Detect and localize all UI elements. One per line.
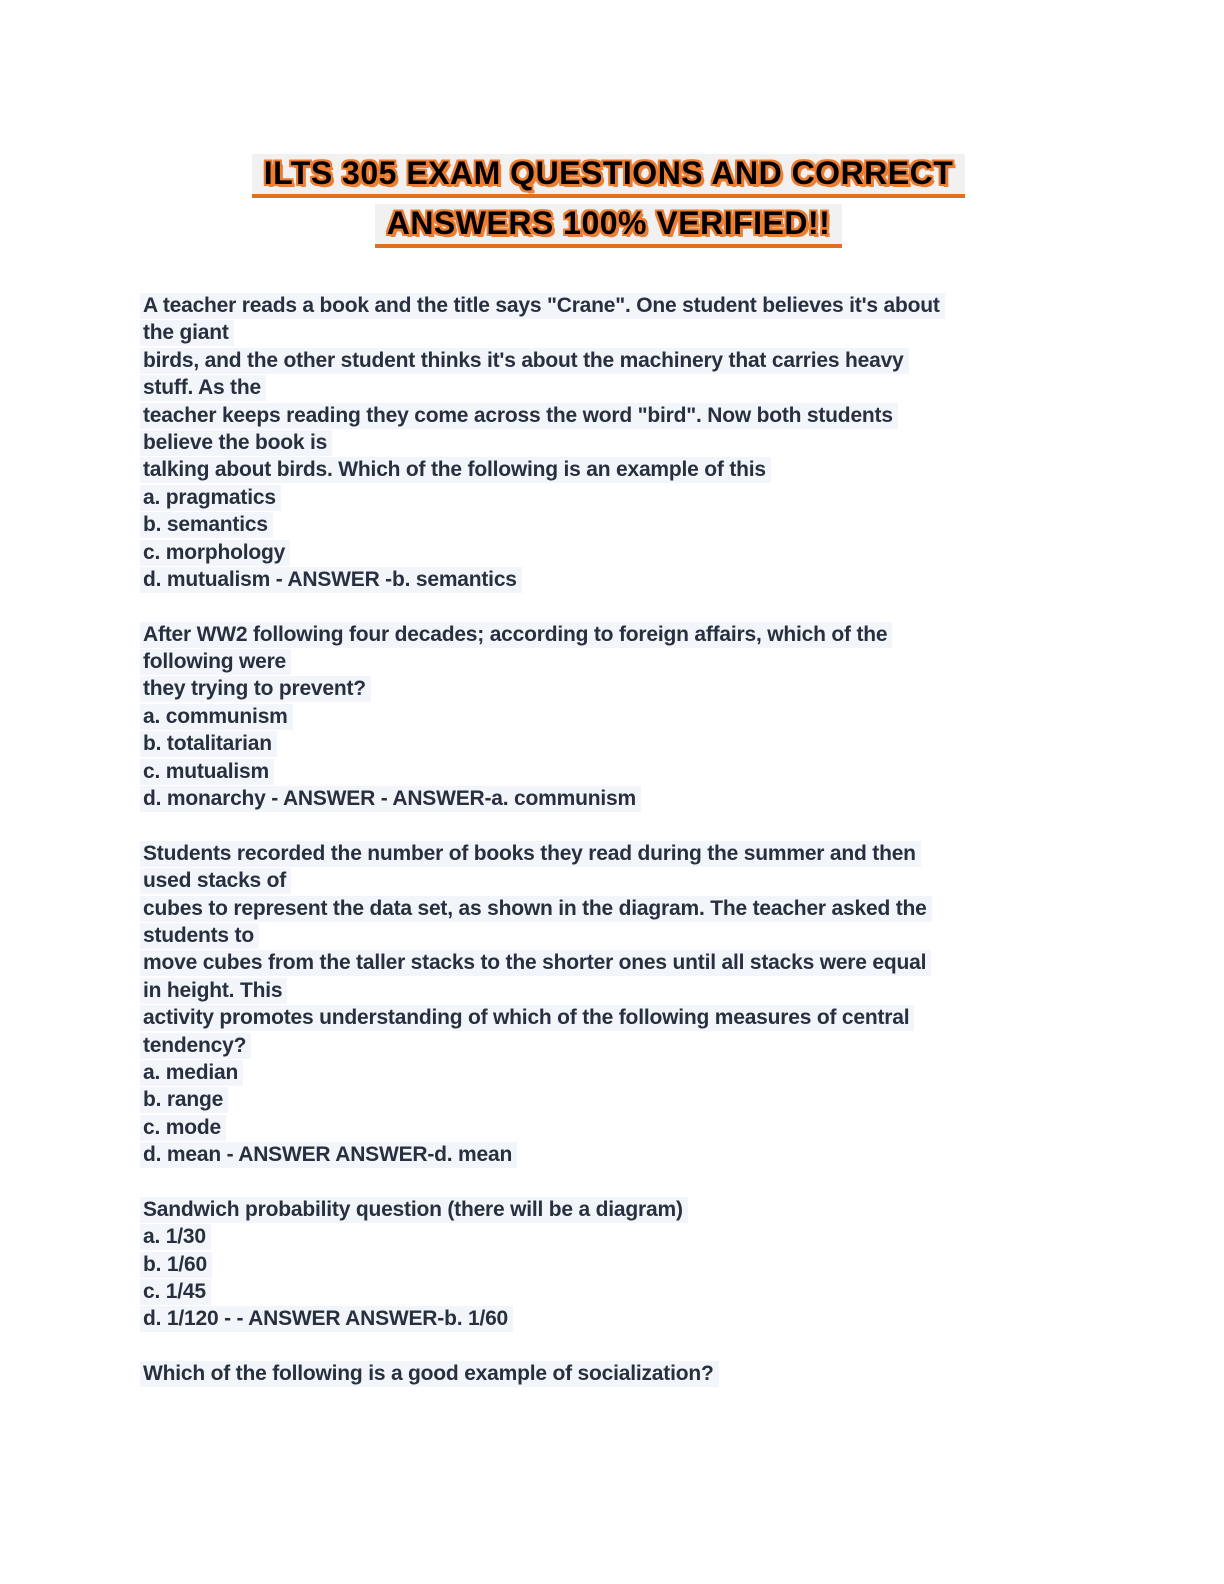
answer-option-d bbox=[143, 1305, 1074, 1332]
question-1 bbox=[143, 292, 1074, 593]
text-line bbox=[143, 949, 1074, 976]
highlighted-text: in height. This bbox=[140, 978, 287, 1004]
highlighted-text: they trying to prevent? bbox=[140, 676, 371, 702]
answer-option-d bbox=[143, 1141, 1074, 1168]
title-line-1 bbox=[143, 148, 1074, 198]
question-4 bbox=[143, 1196, 1074, 1333]
highlighted-text: b. totalitarian bbox=[140, 731, 277, 757]
highlighted-text: cubes to represent the data set, as shown in the diagram. The teacher asked the bbox=[140, 896, 932, 922]
answer-option-a bbox=[143, 703, 1074, 730]
highlighted-text: used stacks of bbox=[140, 868, 291, 894]
text-line bbox=[143, 840, 1074, 867]
answer-option-a bbox=[143, 1223, 1074, 1250]
highlighted-text: c. 1/45 bbox=[140, 1279, 211, 1305]
highlighted-text: teacher keeps reading they come across the word "bird". Now both students bbox=[140, 403, 898, 429]
text-line bbox=[143, 922, 1074, 949]
highlighted-text: a. communism bbox=[140, 704, 293, 730]
answer-option-c bbox=[143, 1278, 1074, 1305]
answer-option-c bbox=[143, 1114, 1074, 1141]
highlighted-text: a. 1/30 bbox=[140, 1224, 211, 1250]
highlighted-text: c. morphology bbox=[140, 540, 290, 566]
question-5 bbox=[143, 1360, 1074, 1387]
answer-option-b bbox=[143, 1086, 1074, 1113]
highlighted-text: birds, and the other student thinks it's about the machinery that carries heavy bbox=[140, 348, 909, 374]
text-line bbox=[143, 1004, 1074, 1031]
answer-option-c bbox=[143, 539, 1074, 566]
highlighted-text: following were bbox=[140, 649, 291, 675]
question-3 bbox=[143, 840, 1074, 1169]
highlighted-text: students to bbox=[140, 923, 259, 949]
highlighted-text: c. mode bbox=[140, 1115, 226, 1141]
highlighted-text: b. semantics bbox=[140, 512, 273, 538]
text-line bbox=[143, 292, 1074, 319]
highlighted-text: After WW2 following four decades; according to foreign affairs, which of the bbox=[140, 622, 892, 648]
answer-option-d bbox=[143, 785, 1074, 812]
answer-option-d bbox=[143, 566, 1074, 593]
highlighted-text: c. mutualism bbox=[140, 759, 274, 785]
text-line bbox=[143, 429, 1074, 456]
highlighted-text: d. mutualism - ANSWER -b. semantics bbox=[140, 567, 522, 593]
highlighted-text: Which of the following is a good example of socialization? bbox=[140, 1361, 719, 1387]
highlighted-text: Sandwich probability question (there will be a diagram) bbox=[140, 1197, 688, 1223]
title-line-2-text: ANSWERS 100% VERIFIED!! bbox=[375, 204, 843, 248]
highlighted-text: d. monarchy - ANSWER - ANSWER-a. communism bbox=[140, 786, 641, 812]
highlighted-text: stuff. As the bbox=[140, 375, 266, 401]
title-line-2 bbox=[143, 198, 1074, 248]
question-2 bbox=[143, 621, 1074, 813]
text-line bbox=[143, 621, 1074, 648]
document-body bbox=[143, 292, 1074, 1388]
answer-option-a bbox=[143, 1059, 1074, 1086]
highlighted-text: Students recorded the number of books they read during the summer and then bbox=[140, 841, 921, 867]
text-line bbox=[143, 895, 1074, 922]
title-line-1-text: ILTS 305 EXAM QUESTIONS AND CORRECT bbox=[252, 154, 966, 198]
text-line bbox=[143, 648, 1074, 675]
highlighted-text: talking about birds. Which of the following is an example of this bbox=[140, 457, 771, 483]
text-line bbox=[143, 977, 1074, 1004]
answer-option-a bbox=[143, 484, 1074, 511]
document-title bbox=[143, 148, 1074, 248]
text-line bbox=[143, 347, 1074, 374]
highlighted-text: tendency? bbox=[140, 1033, 251, 1059]
answer-option-c bbox=[143, 758, 1074, 785]
highlighted-text: move cubes from the taller stacks to the shorter ones until all stacks were equal bbox=[140, 950, 931, 976]
answer-option-b bbox=[143, 1251, 1074, 1278]
highlighted-text: activity promotes understanding of which of the following measures of central bbox=[140, 1005, 914, 1031]
answer-option-b bbox=[143, 730, 1074, 757]
highlighted-text: b. 1/60 bbox=[140, 1252, 212, 1278]
text-line bbox=[143, 456, 1074, 483]
text-line bbox=[143, 1032, 1074, 1059]
highlighted-text: a. median bbox=[140, 1060, 243, 1086]
answer-option-b bbox=[143, 511, 1074, 538]
text-line bbox=[143, 374, 1074, 401]
text-line bbox=[143, 319, 1074, 346]
highlighted-text: b. range bbox=[140, 1087, 228, 1113]
highlighted-text: d. 1/120 - - ANSWER ANSWER-b. 1/60 bbox=[140, 1306, 513, 1332]
text-line bbox=[143, 1196, 1074, 1223]
text-line bbox=[143, 867, 1074, 894]
text-line bbox=[143, 402, 1074, 429]
highlighted-text: the giant bbox=[140, 320, 234, 346]
text-line bbox=[143, 1360, 1074, 1387]
highlighted-text: believe the book is bbox=[140, 430, 332, 456]
highlighted-text: a. pragmatics bbox=[140, 485, 281, 511]
highlighted-text: A teacher reads a book and the title says "Crane". One student believes it's about bbox=[140, 293, 945, 319]
highlighted-text: d. mean - ANSWER ANSWER-d. mean bbox=[140, 1142, 517, 1168]
text-line bbox=[143, 675, 1074, 702]
